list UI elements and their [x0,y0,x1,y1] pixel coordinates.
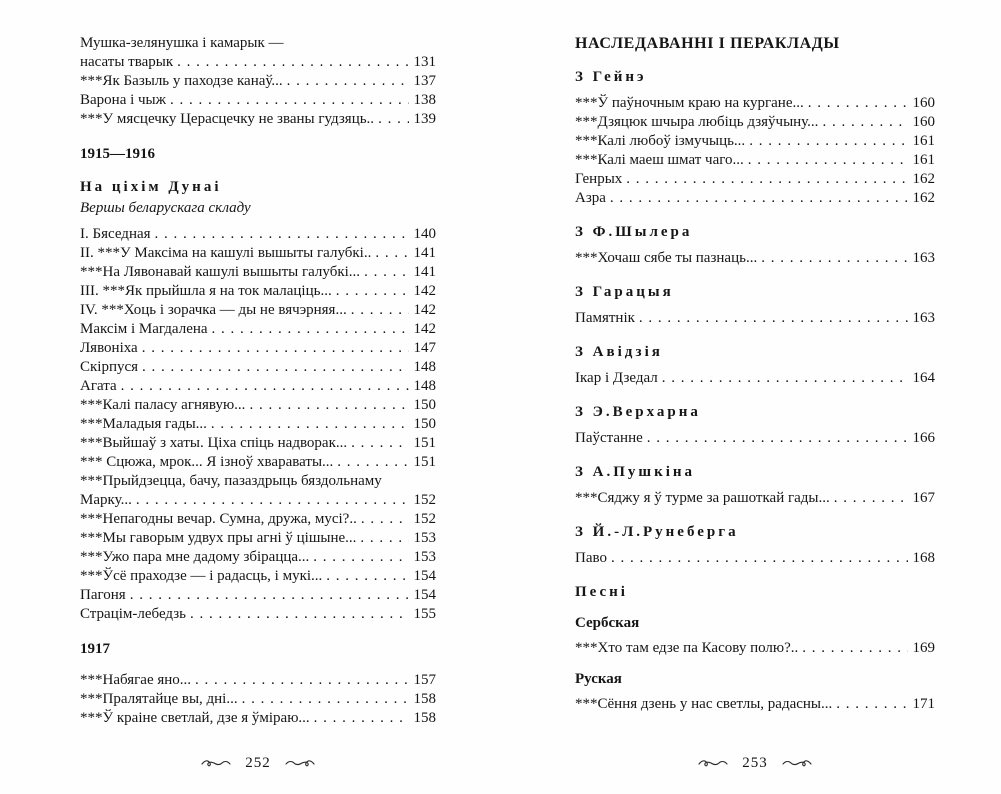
section-heading: Песні [575,584,628,600]
toc-entry-page: 148 [413,378,436,394]
left-toc [80,34,436,728]
toc-entry [80,244,436,263]
toc-entry-page: 160 [912,95,935,111]
toc-entry-page: 151 [413,435,436,451]
toc-entry-page: 161 [912,152,935,168]
toc-entry [80,671,436,690]
toc-entry-page: 151 [413,454,436,470]
toc-entry [80,72,436,91]
toc-entry [575,489,935,508]
toc-entry-page: 160 [912,114,935,130]
toc-entry-page: 163 [912,250,935,266]
toc-entry-page: 163 [912,310,935,326]
toc-entry [575,429,935,448]
toc-entry-page: 158 [413,710,436,726]
toc-entry-title: ***Як Базыль у паходзе канаў... [80,73,283,89]
toc-entry-row [80,605,436,624]
section-heading: З Авідзія [575,344,663,360]
toc-entry-page: 141 [413,245,436,261]
toc-entry-title: ***Калі любоў ізмучыць... [575,133,746,149]
toc-entry [575,189,935,208]
toc-entry-title: ІІІ. ***Як прыйшла я на ток малаціць... [80,283,332,299]
toc-entry [80,415,436,434]
toc-entry [575,151,935,170]
toc-entry [80,567,436,586]
toc-entry-row [80,377,436,396]
dot-leader [361,510,409,529]
dot-leader [761,249,908,268]
toc-entry-row [80,320,436,339]
section-heading: З Ф.Шылера [575,224,693,240]
toc-entry [575,309,935,328]
dot-leader [242,690,409,709]
flourish-icon [698,759,728,769]
toc-entry-page: 142 [413,283,436,299]
toc-entry-title: ***Выйшаў з хаты. Ціха спіць надворак... [80,435,348,451]
toc-entry-page: 137 [413,73,436,89]
toc-entry-row [80,548,436,567]
toc-entry-row [80,709,436,728]
dot-leader [360,529,409,548]
toc-entry-row [80,396,436,415]
toc-entry-title: Агата [80,378,117,394]
toc-entry-page: 154 [413,568,436,584]
toc-entry-page: 153 [413,530,436,546]
toc-entry-row [80,415,436,434]
dot-leader [313,548,409,567]
dot-leader [212,320,409,339]
toc-entry-row [575,151,935,170]
dot-leader [177,53,409,72]
dot-leader [808,94,908,113]
toc-entry [80,377,436,396]
dot-leader [647,429,908,448]
subsection-heading: Руская [575,671,622,687]
toc-entry [80,91,436,110]
toc-entry [80,358,436,377]
toc-entry-row [80,510,436,529]
toc-entry-row [80,72,436,91]
dot-leader [326,567,409,586]
toc-entry-row [80,110,436,129]
toc-entry-page: 142 [413,302,436,318]
year-heading: 1915—1916 [80,146,155,162]
toc-entry-title: Паво [575,550,607,566]
toc-entry [80,225,436,244]
toc-entry [575,695,935,714]
toc-entry-page: 166 [912,430,935,446]
toc-entry-title: Марку... [80,492,132,508]
toc-entry-page: 152 [413,492,436,508]
toc-entry-page: 169 [912,640,935,656]
collection-subtitle: Вершы беларускага складу [80,200,251,216]
section-heading: З А.Пушкіна [575,464,696,480]
toc-entry-page: 162 [912,171,935,187]
toc-entry [80,110,436,129]
toc-entry-row [80,453,436,472]
toc-entry [80,510,436,529]
toc-entry-title: ***Хто там едзе па Касову полю?.. [575,640,799,656]
toc-entry-row [575,132,935,151]
toc-entry-title: ***Непагодны вечар. Сумна, дружа, мусі?.. [80,511,357,527]
toc-entry [80,396,436,415]
dot-leader [121,377,409,396]
toc-entry-first-line: ***Прыйдзецца, бачу, пазаздрыць бяздольнаму [80,473,382,489]
dot-leader [130,586,409,605]
toc-entry-title: Страцім-лебедзь [80,606,187,622]
dot-leader [626,170,908,189]
dot-leader [351,434,409,453]
toc-entry-page: 150 [413,397,436,413]
toc-entry-row [80,301,436,320]
toc-entry-row [80,358,436,377]
toc-entry [575,170,935,189]
toc-entry-row [575,189,935,208]
toc-entry-row [575,249,935,268]
right-page-footer [575,755,935,772]
toc-entry-page: 140 [413,226,436,242]
toc-entry-page: 157 [413,672,436,688]
page-number: 252 [245,755,271,771]
toc-entry-row [80,225,436,244]
toc-entry-row [80,586,436,605]
toc-entry-row [575,94,935,113]
dot-leader [336,282,409,301]
dot-leader [836,695,908,714]
toc-entry-title: ***Пралятайце вы, дні... [80,691,238,707]
toc-entry-row [575,489,935,508]
toc-entry [575,549,935,568]
dot-leader [834,489,908,508]
dot-leader [351,301,409,320]
toc-entry-title: насаты тварык [80,54,174,70]
toc-entry [575,639,935,658]
dot-leader [610,189,908,208]
dot-leader [611,549,908,568]
toc-entry-title: ***Ў паўночным краю на кургане... [575,95,804,111]
toc-entry-title: ***Ужо пара мне дадому збірацца... [80,549,310,565]
toc-entry [575,369,935,388]
toc-entry [80,434,436,453]
toc-entry-title: Скірпуся [80,359,139,375]
dot-leader [170,91,409,110]
toc-entry-title: ***На Лявонавай кашулі вышыты галубкі... [80,264,361,280]
left-page [80,34,436,772]
toc-entry-page: 164 [912,370,935,386]
subsection-heading: Сербская [575,615,640,631]
toc-entry-page: 158 [413,691,436,707]
section-heading: З Гарацыя [575,284,674,300]
toc-entry-row [80,244,436,263]
toc-entry-page: 155 [413,606,436,622]
toc-entry-title: ***Хочаш сябе ты пазнаць... [575,250,758,266]
part-title: НАСЛЕДАВАННІ І ПЕРАКЛАДЫ [575,35,840,52]
toc-entry [80,548,436,567]
toc-entry-row [80,53,436,72]
toc-entry [80,586,436,605]
toc-entry-title: Ікар і Дзедал [575,370,658,386]
toc-entry-title: І. Бяседная [80,226,151,242]
toc-entry-title: Памятнік [575,310,635,326]
dot-leader [314,709,409,728]
section-heading: З Э.Верхарна [575,404,701,420]
toc-entry-title: ***Сёння дзень у нас светлы, радасны... [575,696,833,712]
toc-entry-title: ***Ўсё праходзе — і радасць, і мукі... [80,568,323,584]
dot-leader [190,605,409,624]
dot-leader [287,72,409,91]
flourish-icon [782,759,812,769]
toc-entry-title: ІІ. ***У Максіма на кашулі вышыты галубкі.. [80,245,372,261]
dot-leader [249,396,409,415]
toc-entry-title: ***Набягае яно... [80,672,192,688]
toc-entry [80,301,436,320]
dot-leader [142,339,409,358]
dot-leader [136,491,409,510]
toc-entry-page: 147 [413,340,436,356]
toc-entry-title: ***Маладыя гады... [80,416,207,432]
toc-entry [80,472,436,510]
toc-entry-title: ***Мы гаворым удвух пры агні ў цішыне... [80,530,357,546]
toc-entry-title: Лявоніха [80,340,138,356]
year-heading: 1917 [80,641,110,657]
toc-entry-row [575,369,935,388]
right-toc [575,34,935,714]
toc-entry-title: Максім і Магдалена [80,321,208,337]
dot-leader [375,244,409,263]
toc-entry-title: ***У мясцечку Церасцечку не званы гудзяць.. [80,111,375,127]
toc-entry-title: ***Ў краіне светлай, дзе я ўміраю... [80,710,310,726]
toc-entry-page: 171 [912,696,935,712]
toc-entry-row [575,549,935,568]
toc-entry [575,132,935,151]
toc-entry [575,94,935,113]
toc-entry [575,113,935,132]
toc-entry-page: 139 [413,111,436,127]
toc-entry [80,339,436,358]
toc-entry-row [80,671,436,690]
dot-leader [639,309,908,328]
toc-entry-row [80,567,436,586]
section-heading: З Гейнэ [575,69,647,85]
toc-entry-row [80,91,436,110]
toc-entry-title: Варона і чыж [80,92,167,108]
page-number: 253 [742,755,768,771]
toc-entry-title: Генрых [575,171,623,187]
dot-leader [749,132,908,151]
dot-leader [748,151,908,170]
dot-leader [662,369,908,388]
dot-leader [211,415,409,434]
toc-entry-row [575,429,935,448]
toc-entry-title: ***Дзяцюк шчыра любіць дзяўчыну... [575,114,819,130]
section-heading: На ціхім Дунаі [80,179,222,195]
toc-entry-title: Пагоня [80,587,126,603]
toc-entry [80,34,436,72]
toc-entry-page: 168 [912,550,935,566]
toc-entry-page: 167 [912,490,935,506]
flourish-icon [285,759,315,769]
toc-entry-page: 141 [413,264,436,280]
toc-entry-title: Паўстанне [575,430,643,446]
toc-entry-row [575,309,935,328]
toc-entry-page: 162 [912,190,935,206]
toc-entry-row [80,529,436,548]
toc-entry-row [80,282,436,301]
flourish-icon [201,759,231,769]
dot-leader [822,113,908,132]
dot-leader [142,358,409,377]
toc-entry-page: 142 [413,321,436,337]
toc-entry-page: 153 [413,549,436,565]
section-heading: З Й.-Л.Рунеберга [575,524,739,540]
right-page [575,34,935,772]
toc-entry-row [80,690,436,709]
toc-entry-page: 150 [413,416,436,432]
dot-leader [337,453,409,472]
toc-entry-row [575,695,935,714]
toc-entry-title: ***Калі маеш шмат чаго... [575,152,744,168]
toc-entry-row [80,339,436,358]
toc-entry [80,453,436,472]
toc-entry-title: ***Сяджу я ў турме за рашоткай гады... [575,490,830,506]
toc-entry [80,690,436,709]
toc-entry-title: ІV. ***Хоць і зорачка — ды не вячэрняя... [80,302,347,318]
toc-entry [80,282,436,301]
toc-entry-row [575,170,935,189]
toc-entry-title: ***Калі паласу агнявую... [80,397,246,413]
toc-entry [80,320,436,339]
toc-entry-page: 152 [413,511,436,527]
toc-entry-row [80,491,436,510]
toc-entry-page: 161 [912,133,935,149]
dot-leader [378,110,409,129]
toc-entry-row [80,434,436,453]
toc-entry-page: 138 [413,92,436,108]
toc-entry [80,529,436,548]
toc-entry-first-line: Мушка-зелянушка і камарык — [80,35,284,51]
toc-entry-page: 131 [413,54,436,70]
toc-entry-title: *** Сцюжа, мрок... Я ізноў хвараваты... [80,454,334,470]
toc-entry-page: 148 [413,359,436,375]
toc-entry-row [80,263,436,282]
toc-entry [80,605,436,624]
toc-entry-row [575,113,935,132]
toc-entry [80,263,436,282]
dot-leader [155,225,409,244]
dot-leader [364,263,409,282]
left-page-footer [80,755,436,772]
toc-entry-page: 154 [413,587,436,603]
toc-entry-title: Азра [575,190,606,206]
dot-leader [195,671,409,690]
toc-entry-row [575,639,935,658]
dot-leader [802,639,908,658]
toc-entry [575,249,935,268]
toc-entry [80,709,436,728]
